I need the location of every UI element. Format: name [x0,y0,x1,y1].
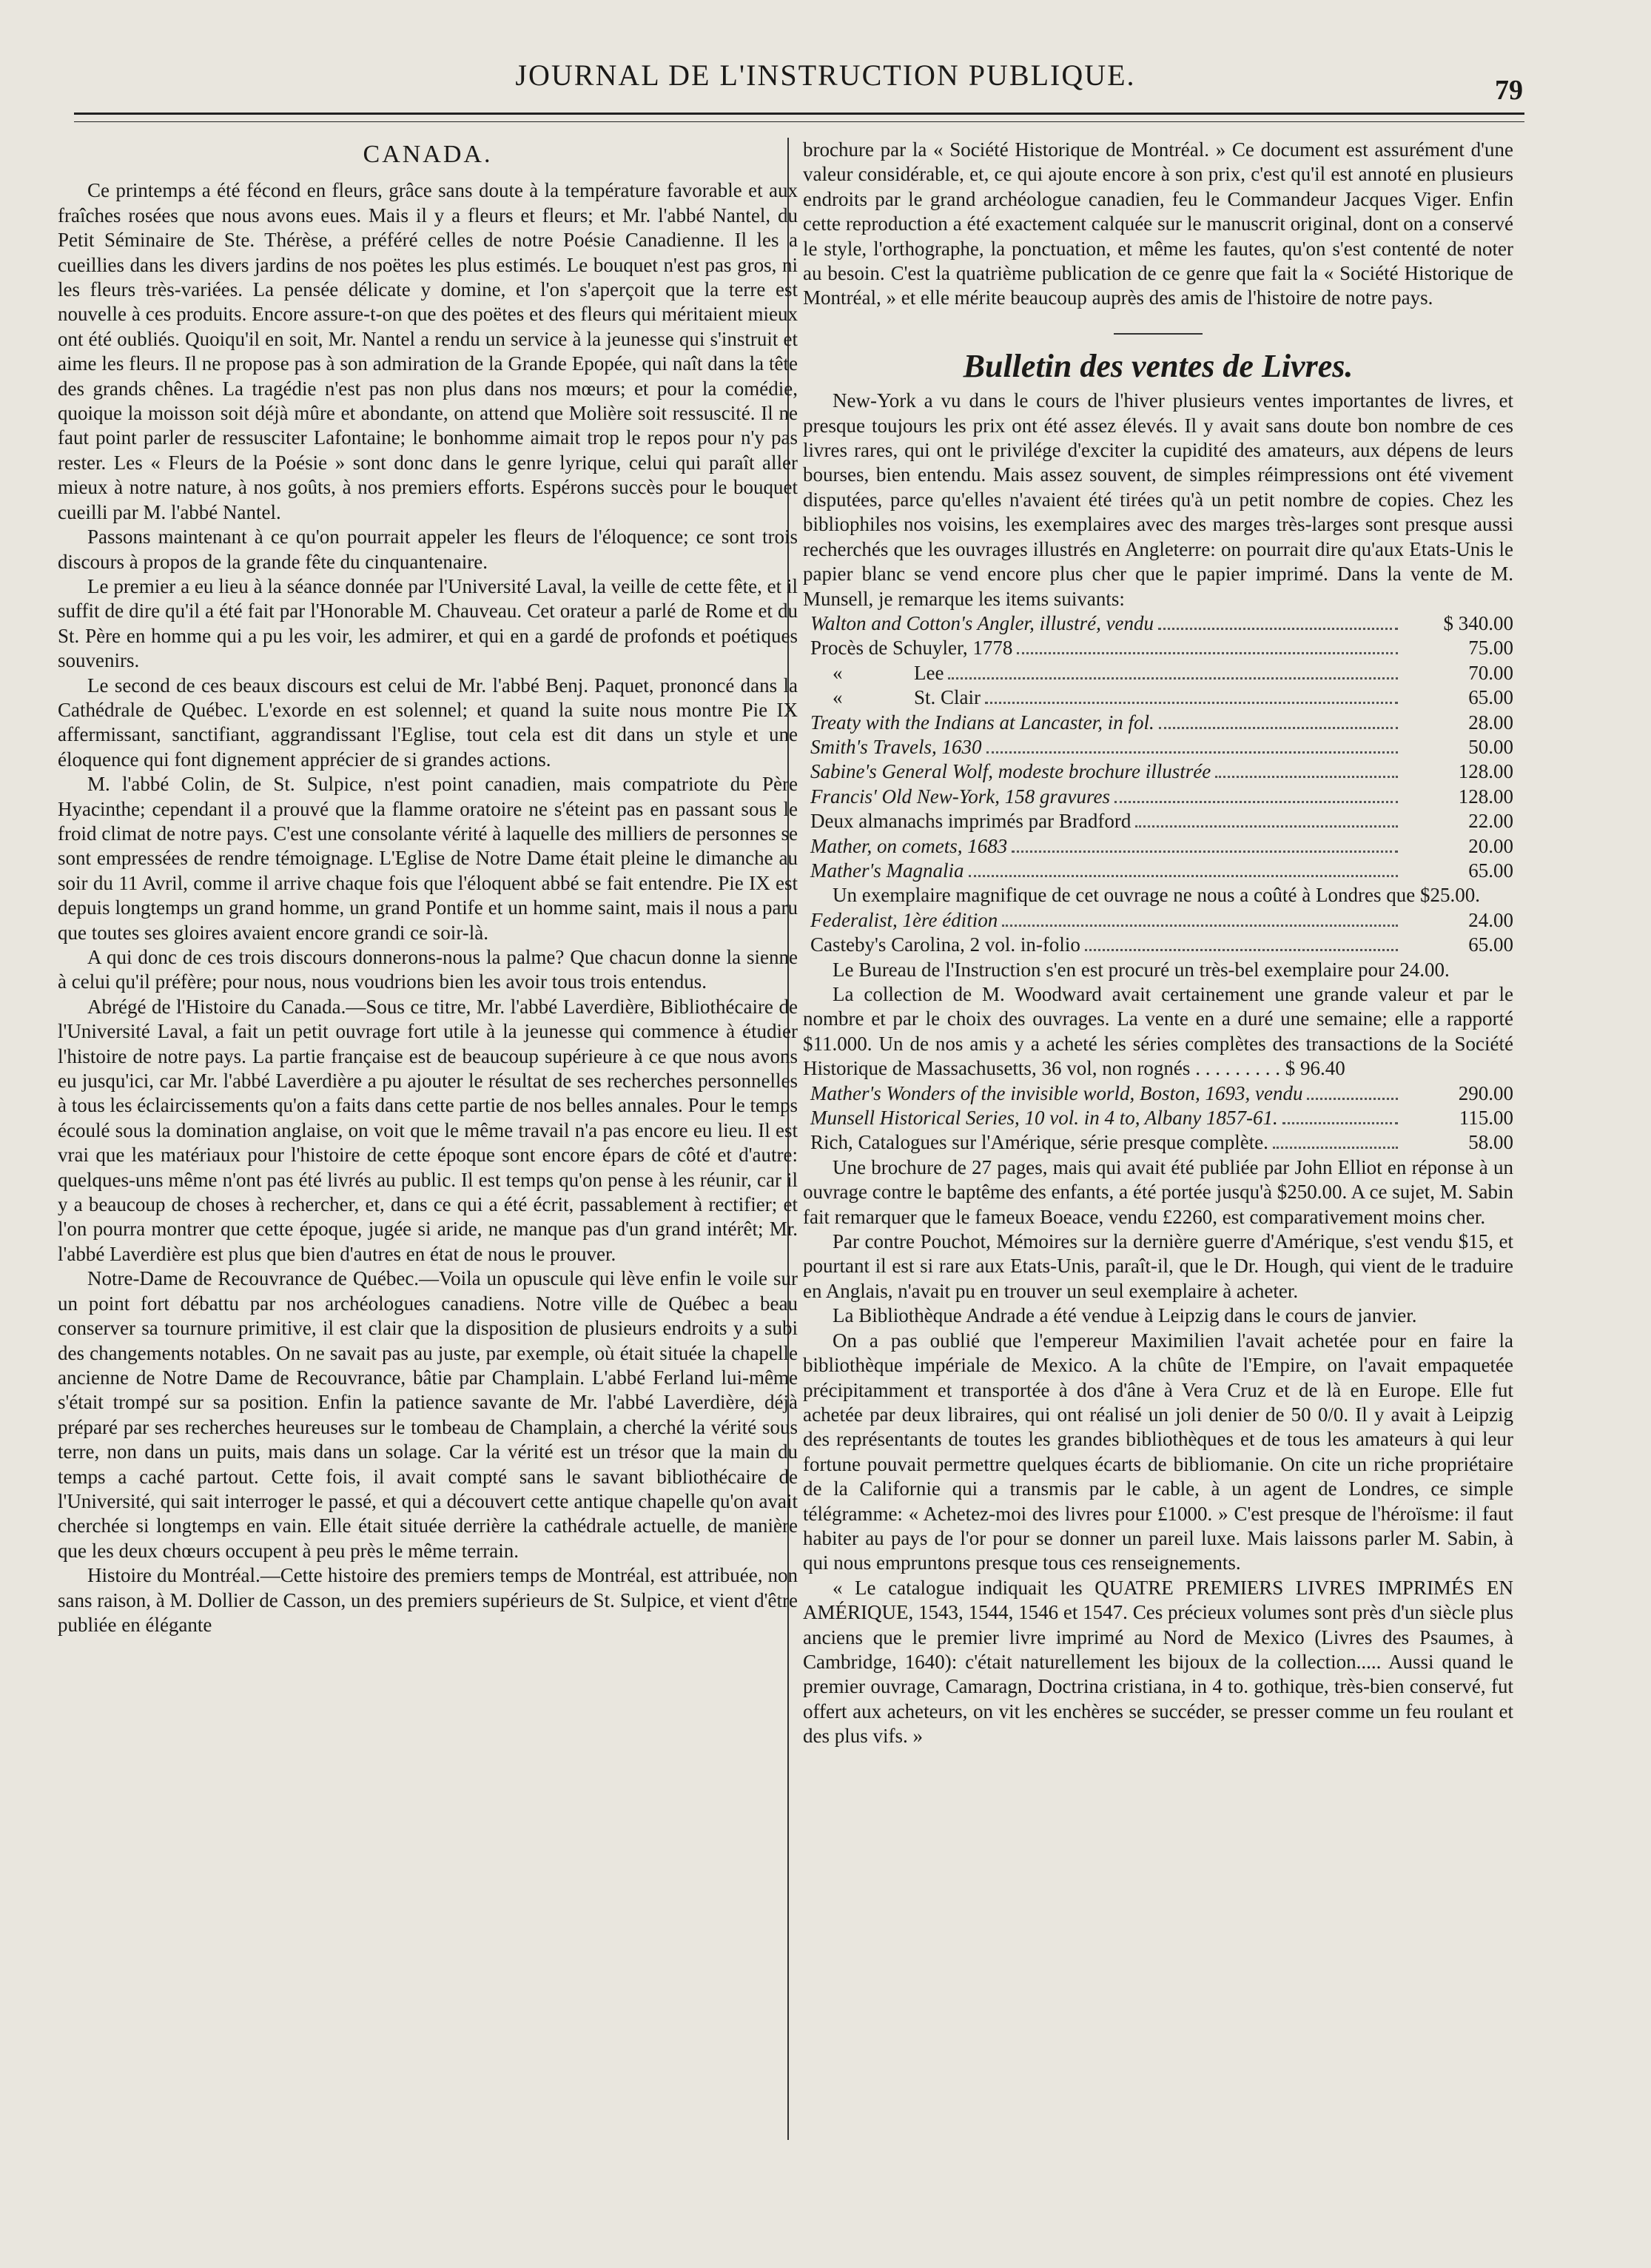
item-label: Rich, Catalogues sur l'Amérique, série presque complète. [810,1131,1268,1154]
page-number: 79 [1495,75,1523,106]
item-label-text: St. Clair [914,686,981,709]
paragraph: A qui donc de ces trois discours donnerons-nous la palme? Que chacun donne la sienne à celui qu'il préfère; pour nous, nous voudrions bien les avoir tous trois entendus. [58,946,798,993]
leader-dots [1135,825,1398,828]
item-value: $ 340.00 [1443,611,1513,634]
paragraph: Abrégé de l'Histoire du Canada.—Sous ce titre, Mr. l'abbé Laverdière, Bibliothécaire de l'Université Laval, a fait un petit ouvrage fort utile à la jeunesse qui commence à étudier l'histoire de notre pays. La partie française est de beaucoup supérieure à ce que nous avons eu jusqu'ici, car Mr. l'abbé Laverdière a pu ajouter le résultat de ses recherches personnelles à tous les éclaircissements qu'on a faits dans cette partie de nos belles annales. Pour le temps écoulé sous la domination anglaise, on voit que le même travail n'a pas encore eu lieu. Il est vrai que les matériaux pour l'histoire de cette époque sont encore épars de côté et d'autre: quelques-uns même n'ont pas été livrés au public. Il est temps qu'on pense à les réunir, car il y a beaucoup de choses à rechercher, et, dans ce qui a été écrit, passablement à rectifier; et l'on pourra montrer que cette époque, jugée si aride, ne manque pas d'un grand intérêt; Mr. l'abbé Laverdière est plus que bien d'autres en état de nous le prouver. [58,995,798,1265]
paragraph: Histoire du Montréal.—Cette histoire des premiers temps de Montréal, est attribuée, non sans raison, à M. Dollier de Casson, un des premiers supérieurs de St. Sulpice, et vient d'être publiée en élégante [58,1564,798,1636]
item-value: 50.00 [1468,735,1513,758]
left-column [58,138,798,1637]
item-label: Munsell Historical Series, 10 vol. in 4 to, Albany 1857-61. [810,1107,1278,1130]
ditto-mark: « [833,686,843,709]
price-item [803,859,1513,883]
item-value: 75.00 [1468,637,1513,660]
price-item [803,1081,1513,1106]
paragraph: New-York a vu dans le cours de l'hiver plusieurs ventes importantes de livres, et presque toujours les prix ont été assez élevés. Il y avait sans doute bon nombre de ces livres rares, qui ont le privilége d'exciter la cupidité des amateurs, aux dépens de leurs bourses, bien entendu. Mais assez souvent, de simples réimpressions ont été vivement disputées, parce qu'elles n'avaient été tirées qu'à un petit nombre de copies. Chez les bibliophiles nos voisins, les exemplaires avec des marges très-larges sont presque aussi recherchés que les ouvrages illustrés en Angleterre: on pourrait dire qu'aux Etats-Unis le papier blanc se vend encore plus cher que le papier imprimé. Dans la vente de M. Munsell, je remarque les items suivants: [803,389,1513,610]
paragraph-text: La collection de M. Woodward avait certainement une grande valeur et par le nombre et par le choix des ouvrages. La vente en a duré une semaine; elle a rapporté $11.000. Un de nos amis y a acheté les séries complètes des transactions de la Société Historique de Massachusetts, 36 vol, non rognés [803,983,1513,1080]
price-item [803,711,1513,735]
header-rule-thin [74,121,1524,122]
price-item [803,1130,1513,1155]
paragraph: M. l'abbé Colin, de St. Sulpice, n'est point canadien, mais compatriote du Père Hyacinthe; cependant il a prouvé que la flamme oratoire ne s'éteint pas en passant sous le froid climat de notre pays. C'est une consolante vérité à laquelle des milliers de personnes se sont empressées de rendre témoignage. L'Eglise de Notre Dame était pleine le dimanche au soir du 11 Avril, comme il arrive chaque fois que l'éloquent abbé se fait entendre. Pie IX est depuis longtemps un grand homme, un grand Pontife et un homme saint, mais il nous a paru que toutes ses gloires avaient encore grandi ce soir-là. [58,773,798,944]
item-value: 128.00 [1458,785,1513,808]
price-item [803,661,1513,685]
paragraph: On a pas oublié que l'empereur Maximilien l'avait achetée pour en faire la bibliothèque impériale de Mexico. A la chûte de l'Empire, on l'avait empaquetée précipitamment et transportée à dos d'âne à Vera Cruz et de là en Europe. Elle fut achetée par deux libraires, qui ont réalisé un joli denier de 50 0/0. Il y avait à Leipzig des représentants de toutes les grandes bibliothèques et de tous les amateurs à qui leur fortune pouvait permettre quelques écarts de bibliomanie. On cite un riche propriétaire de la Californie qui a transmis par le cable, à un agent de Londres, ce simple télégramme: « Achetez-moi des livres pour £1000. » C'est presque de l'héroïsme: il faut habiter au pays de l'or pour se donner un pareil luxe. Mais laissons parler M. Sabin, à qui nous empruntons presque tous ces renseignements. [803,1329,1513,1574]
paragraph: Le premier a eu lieu à la séance donnée par l'Université Laval, la veille de cette fête, et il suffit de dire qu'il a été fait par l'Honorable M. Chauveau. Cet orateur a parlé de Rome et du St. Père en homme qui a pu les voir, les admirer, et qui en a gardé de profonds et poétiques souvenirs. [58,574,798,672]
leader-dots [1085,949,1398,951]
ditto-mark: « [833,661,843,684]
leader-dots [1282,1122,1398,1124]
header-rule-thick [74,113,1524,115]
item-value: $ 96.40 [1285,1057,1345,1080]
price-list [803,908,1513,958]
item-label [803,685,981,710]
paragraph: La Bibliothèque Andrade a été vendue à Leipzig dans le cours de janvier. [833,1304,1417,1327]
paragraph: « Le catalogue indiquait les QUATRE PREMIERS LIVRES IMPRIMÉS EN AMÉRIQUE, 1543, 1544, 1546 et 1547. Ces précieux volumes sont près d'un siècle plus anciens que le premier livre imprimé au Nord de Mexico (Livres des Psaumes, à Cambridge, 1640): c'était naturellement les bijoux de la collection..... Aussi quand le premier ouvrage, Camaragn, Doctrina cristiana, in 4 to. gothique, très-bien conservé, fut offert aux acheteurs, on vit les enchères se succéder, se presser comme un feu roulant et des plus vifs. » [803,1576,1513,1748]
price-item [803,759,1513,784]
paragraph: Le Bureau de l'Instruction s'en est procuré un très-bel exemplaire pour 24.00. [833,958,1450,981]
item-value: 20.00 [1468,834,1513,857]
item-label: Deux almanachs imprimés par Bradford [810,810,1132,833]
paragraph: Passons maintenant à ce qu'on pourrait appeler les fleurs de l'éloquence; ce sont trois discours à propos de la grande fête du cinquantenaire. [58,526,798,573]
leader-dots [1158,628,1398,630]
price-item [803,785,1513,809]
item-value: 70.00 [1468,661,1513,684]
item-value: 65.00 [1468,933,1513,956]
item-label: Mather, on comets, 1683 [810,834,1008,857]
leader-dots [1215,776,1398,778]
price-item [803,834,1513,859]
item-label: Federalist, 1ère édition [810,908,998,931]
leader-dots [1012,850,1398,853]
item-label: Mather's Wonders of the invisible world, Boston, 1693, vendu [810,1081,1303,1104]
leader-dots [1307,1098,1398,1100]
price-item [803,611,1513,636]
paragraph: Par contre Pouchot, Mémoires sur la dernière guerre d'Amérique, s'est vendu $15, et pourtant il est si rare aux Etats-Unis, paraît-il, que le Dr. Hough, qui vient de le traduire en Anglais, n'avait pu en trouver un seul exemplaire à acheter. [803,1230,1513,1302]
leader-dots [948,677,1398,680]
section-title-bulletin: Bulletin des ventes de Livres. [963,347,1354,384]
item-label-text: Lee [914,661,944,684]
item-value: 24.00 [1468,908,1513,931]
paragraph: La collection de M. Woodward avait certainement une grande valeur et par le nombre et par le choix des ouvrages. La vente en a duré une semaine; elle a rapporté $11.000. Un de nos amis y a acheté les séries complètes des transactions de la Société Historique de Massachusetts, 36 vol, non rognés . . . . . . . . . $ 96.40 [803,983,1513,1080]
paragraph: Ce printemps a été fécond en fleurs, grâce sans doute à la température favorable et aux fraîches rosées que nous avons eues. Mais il y a fleurs et fleurs; et Mr. l'abbé Nantel, du Petit Séminaire de Ste. Thérèse, a préféré celles de notre Poésie Canadienne. Il les a cueillies dans les divers jardins de nos poëtes les plus estimés. Le bouquet n'est pas gros, ni les fleurs très-variées. La pensée délicate y domine, et l'on s'aperçoit que la terre est nouvelle à ces produits. Encore assure-t-on que des poëtes et des fleurs qui méritaient mieux ont été oubliés. Quoiqu'il en soit, Mr. Nantel a rendu un service à la jeunesse qui s'instruit et aime les fleurs. Il ne propose pas à son admiration de la Grande Epopée, qui naît dans la tête des grands chênes. La tragédie n'est pas non plus dans nos mœurs; et pour la comédie, quoique la moisson soit déjà mûre et abondante, on attend que Molière soit ressuscité. Il ne faut point parler de ressusciter Lafontaine; le bonhomme aimait trop le repos pour n'y pas rester. Les « Fleurs de la Poésie » sont donc dans le genre lyrique, celui qui paraît aller mieux à notre nature, à nos goûts, à nos premiers efforts. Espérons succès pour le bouquet cueilli par M. l'abbé Nantel. [58,179,798,523]
item-label: Procès de Schuyler, 1778 [810,637,1013,660]
leader-dots [969,875,1398,877]
item-value: 28.00 [1468,711,1513,734]
right-column [803,138,1513,1749]
paragraph: Un exemplaire magnifique de cet ouvrage ne nous a coûté à Londres que $25.00. [833,884,1480,907]
leader-dots [1017,652,1398,654]
section-divider [1114,333,1203,335]
leader-dots [1114,801,1398,803]
leader-dots [1002,925,1398,927]
price-list [803,611,1513,883]
price-list [803,1081,1513,1155]
price-item [803,685,1513,710]
leader-dots [1159,727,1398,729]
item-label: Walton and Cotton's Angler, illustré, vendu [810,611,1154,634]
paragraph: Une brochure de 27 pages, mais qui avait été publiée par John Elliot en réponse à un ouvrage contre le baptême des enfants, a été portée jusqu'à $250.00. A ce sujet, M. Sabin fait remarquer que le fameux Boeace, vendu £2260, est comparativement moins cher. [803,1155,1513,1228]
price-item [803,636,1513,660]
leader-dots [1273,1147,1398,1149]
item-label: Sabine's General Wolf, modeste brochure illustrée [810,760,1211,783]
price-item [803,933,1513,957]
item-label: Smith's Travels, 1630 [810,735,982,758]
item-label: Mather's Magnalia [810,859,964,882]
item-value: 290.00 [1458,1081,1513,1104]
paragraph: brochure par la « Société Historique de Montréal. » Ce document est assurément d'une valeur considérable, et, ce qui ajoute encore à son prix, c'est qu'il est annoté en plusieurs endroits par le grand archéologue canadien, feu le Commandeur Jacques Viger. Enfin cette reproduction a été exactement calquée sur le manuscrit original, dont on a conservé le style, l'orthographe, la ponctuation, et même les fautes, qu'on s'est contenté de noter au besoin. C'est la quatrième publication de ce genre que fait la « Société Historique de Montréal, » et elle mérite beaucoup auprès des amis de l'histoire de notre pays. [803,138,1513,309]
item-value: 115.00 [1459,1107,1513,1130]
item-label: Treaty with the Indians at Lancaster, in fol. [810,711,1154,734]
price-item [803,735,1513,759]
item-label: Francis' Old New-York, 158 gravures [810,785,1111,808]
item-label: Casteby's Carolina, 2 vol. in-folio [810,933,1080,956]
item-value: 128.00 [1458,760,1513,783]
paragraph: Notre-Dame de Recouvrance de Québec.—Voila un opuscule qui lève enfin le voile sur un point fort débattu par nos archéologues canadiens. Notre ville de Québec a beau conserver sa tournure primitive, il est clair que la disposition de plusieurs endroits y a subi des changements notables. On ne savait pas au juste, par exemple, où était située la chapelle ancienne de Notre Dame de Recouvrance, bâtie par Champlain. L'abbé Ferland lui-même s'était trompé sur sa position. Enfin la patience savante de Mr. l'abbé Laverdière, déjà préparé par ses recherches heureuses sur le tombeau de Champlain, a cherché la vérité sous terre, non dans un puits, mais dans un solage. Car la vérité est un trésor que la main du temps a caché partout. Cette fois, il avait compté sans le savant bibliothécaire de l'Université, qui sait interroger le passé, et qui a découvert cette antique chapelle qu'on avait cherchée si longtemps en vain. Elle était située derrière la cathédrale actuelle, de manière que les deux chœurs occupent à peu près le même terrain. [58,1267,798,1562]
price-item [803,809,1513,833]
leader-dots [986,751,1398,754]
price-item [803,908,1513,933]
item-value: 22.00 [1468,810,1513,833]
leader-dots [985,702,1398,704]
price-item [803,1106,1513,1130]
item-value: 65.00 [1468,686,1513,709]
running-head: JOURNAL DE L'INSTRUCTION PUBLIQUE. [515,58,1136,92]
section-title-canada: CANADA. [363,141,493,168]
item-value: 65.00 [1468,859,1513,882]
item-label [803,661,944,685]
paragraph: Le second de ces beaux discours est celui de Mr. l'abbé Benj. Paquet, prononcé dans la Cathédrale de Québec. L'exorde en est solennel; et quand la suite nous montre Pie IX affermissant, sanctifiant, aggrandissant l'Eglise, tout cela est dit dans un style et une éloquence qui font dignement apprécier de si grandes actions. [58,674,798,771]
item-value: 58.00 [1468,1131,1513,1154]
